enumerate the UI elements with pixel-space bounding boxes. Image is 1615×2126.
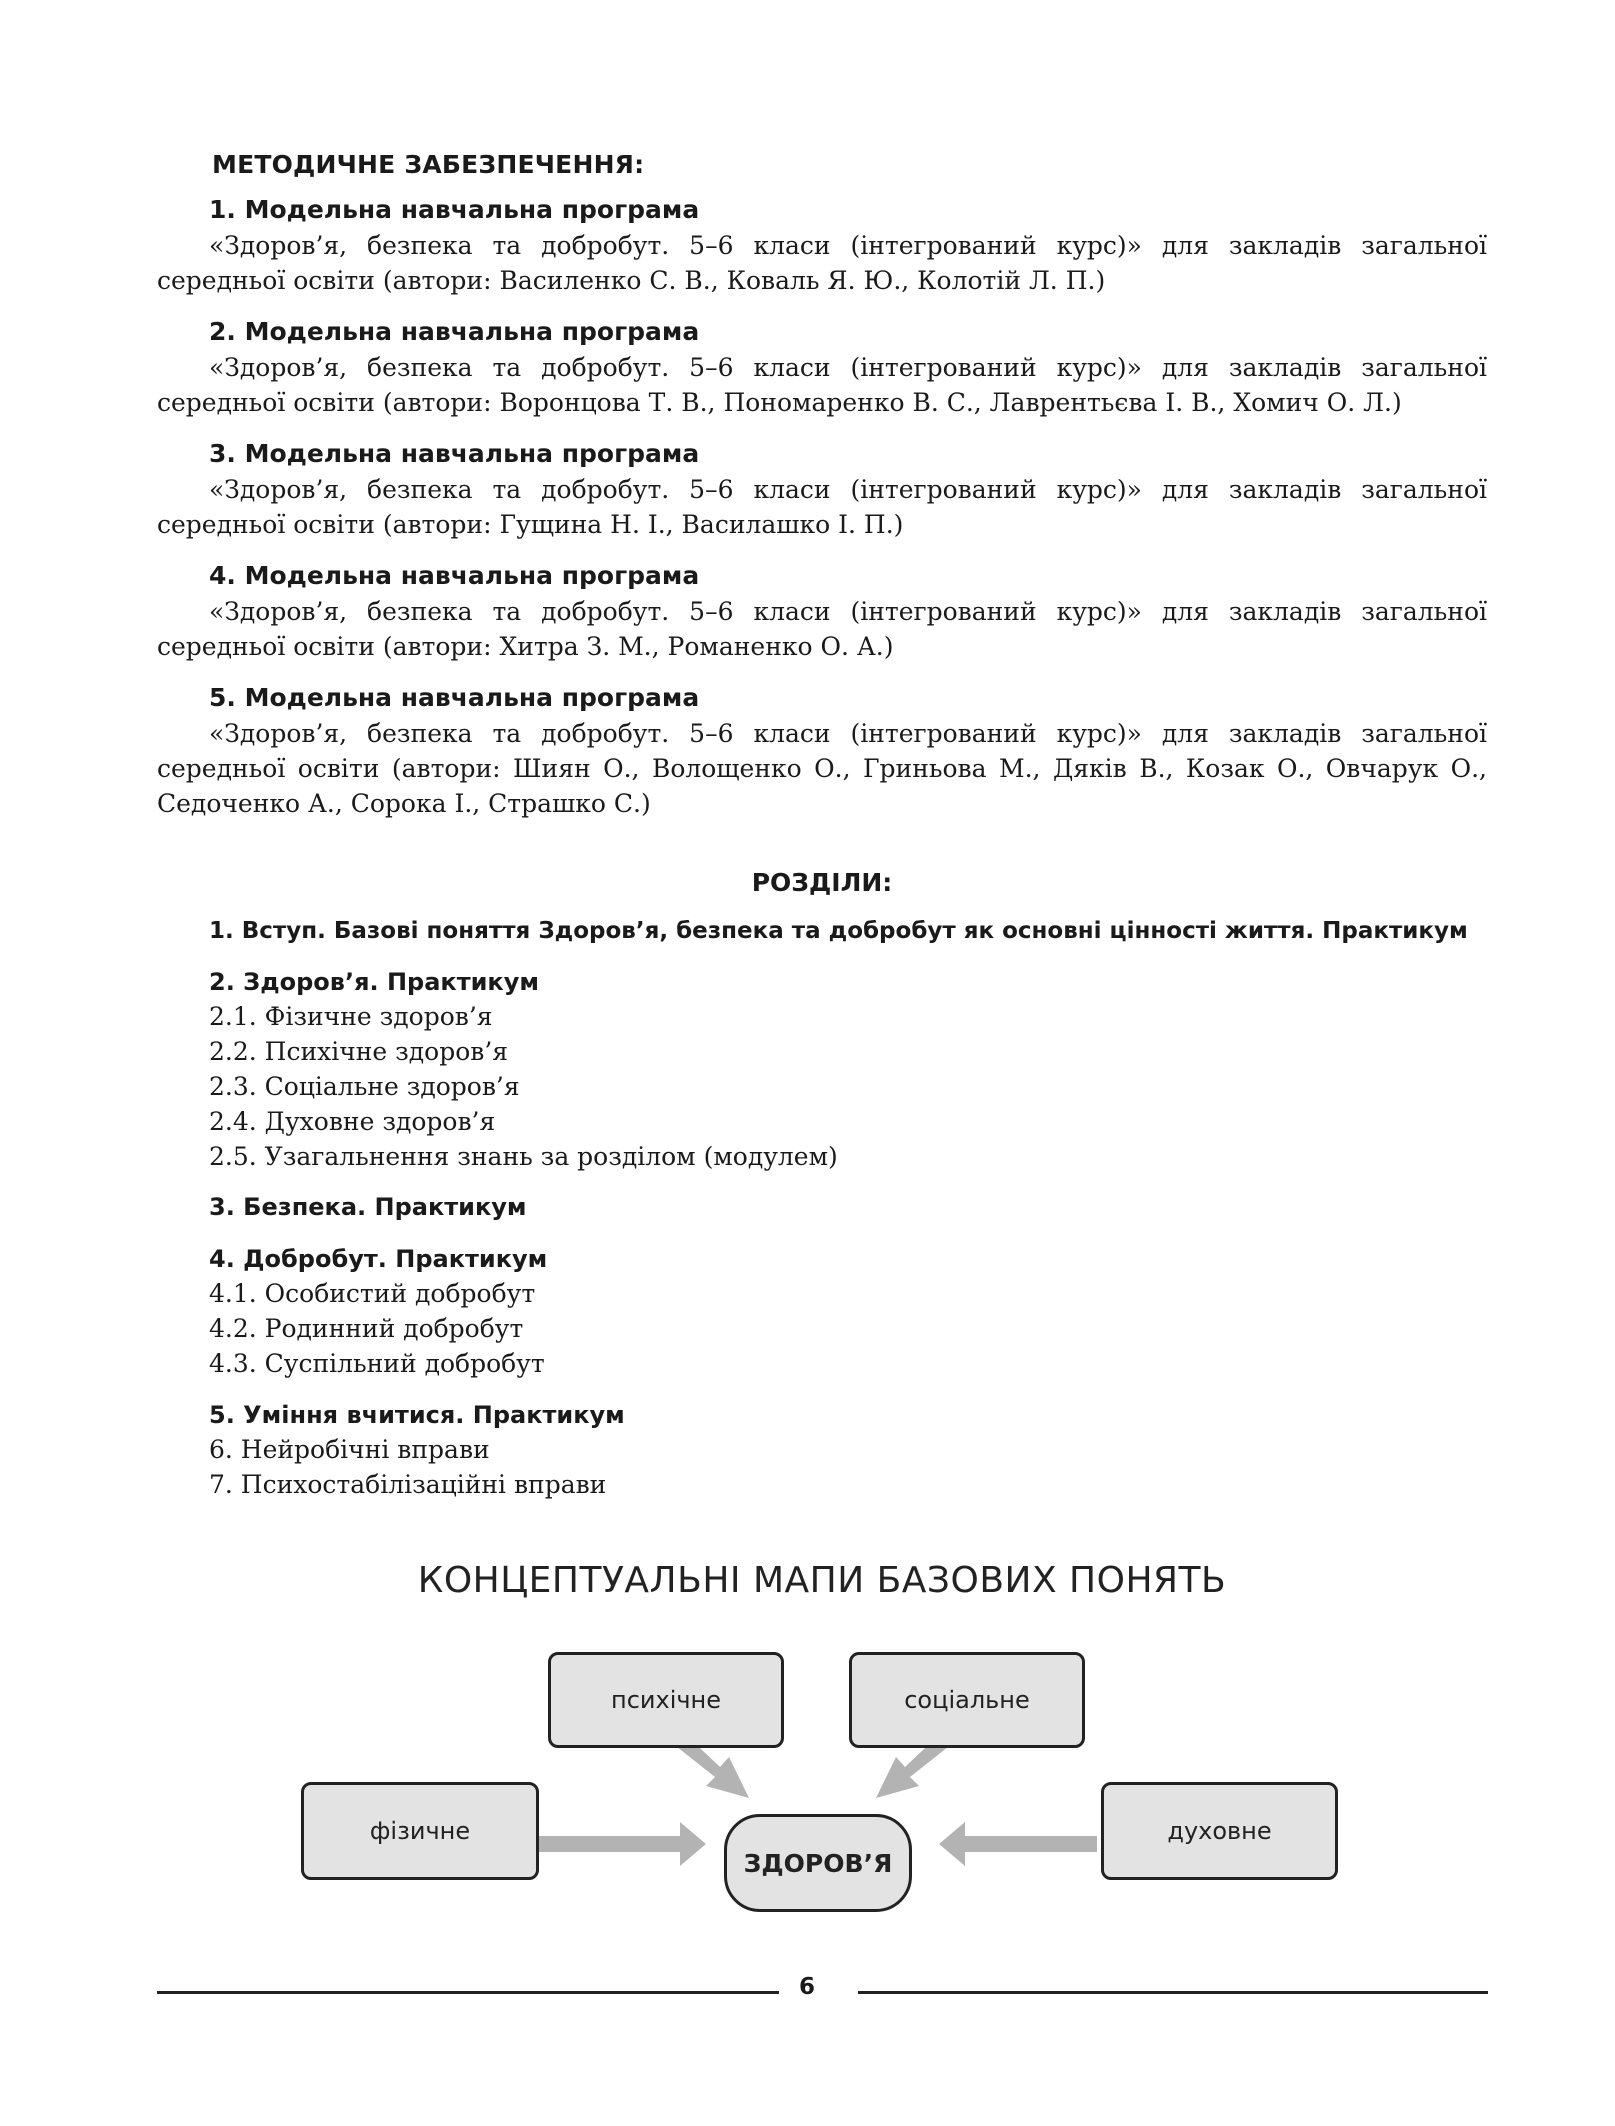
- page-number: 6: [798, 1974, 815, 2000]
- list-item: 4.2. Родинний добробут: [209, 1314, 524, 1343]
- program-5: [157, 680, 1487, 821]
- section-title: 2. Здоров’я. Практикум: [209, 968, 539, 996]
- node-physical: [301, 1782, 539, 1880]
- footer-rule-left: [157, 1991, 779, 1994]
- program-title: 5. Модельна навчальна програма: [209, 683, 700, 712]
- list-item: 4.3. Суспільний добробут: [209, 1349, 545, 1378]
- arrow-physical-to-center: [532, 1822, 706, 1866]
- arrow-spiritual-to-center: [939, 1822, 1097, 1866]
- node-social: [849, 1652, 1085, 1748]
- program-2: [157, 314, 1487, 420]
- program-text: «Здоров’я, безпека та добробут. 5–6 класи (інтегрований курс)» для закладів загальної середньої освіти (автори: Воронцова Т. В., Пономаренко В. С., Лаврентьєва І. В., Хомич О. Л.): [157, 353, 1487, 417]
- section-title: 1. Вступ. Базові поняття Здоров’я, безпека та добробут як основні цінності життя. Практикум: [209, 918, 1468, 944]
- section-3: [209, 1190, 1499, 1224]
- node-psychic: [548, 1652, 784, 1748]
- section-5: [209, 1398, 1499, 1502]
- program-title: 3. Модельна навчальна програма: [209, 439, 700, 468]
- node-label: духовне: [1167, 1817, 1272, 1845]
- section-2: [209, 965, 1499, 1174]
- node-label: соціальне: [904, 1686, 1030, 1714]
- program-1: [157, 192, 1487, 298]
- section-1: [209, 914, 1499, 948]
- list-item: 2.4. Духовне здоров’я: [209, 1107, 496, 1136]
- methodical-support-heading: МЕТОДИЧНЕ ЗАБЕЗПЕЧЕННЯ:: [212, 150, 645, 179]
- node-center-health: [724, 1814, 912, 1912]
- section-title: 4. Добробут. Практикум: [209, 1245, 548, 1273]
- section-title: 3. Безпека. Практикум: [209, 1193, 527, 1221]
- section-title: 5. Уміння вчитися. Практикум: [209, 1401, 625, 1429]
- program-3: [157, 436, 1487, 542]
- concept-map-title: КОНЦЕПТУАЛЬНІ МАПИ БАЗОВИХ ПОНЯТЬ: [417, 1560, 1227, 1601]
- list-item: 2.2. Психічне здоров’я: [209, 1037, 509, 1066]
- program-title: 1. Модельна навчальна програма: [209, 195, 700, 224]
- list-item: 2.3. Соціальне здоров’я: [209, 1072, 520, 1101]
- program-text: «Здоров’я, безпека та добробут. 5–6 класи (інтегрований курс)» для закладів загальної середньої освіти (автори: Шиян О., Волощенко О., Гриньова М., Дяків В., Козак О., Овчарук О., Седоченко А., Сорока І., Страшко С.): [157, 719, 1487, 818]
- footer-rule-right: [858, 1991, 1488, 1994]
- program-4: [157, 558, 1487, 664]
- node-spiritual: [1101, 1782, 1338, 1880]
- program-text: «Здоров’я, безпека та добробут. 5–6 класи (інтегрований курс)» для закладів загальної середньої освіти (автори: Василенко С. В., Коваль Я. Ю., Колотій Л. П.): [157, 231, 1487, 295]
- list-item: 2.1. Фізичне здоров’я: [209, 1002, 493, 1031]
- program-text: «Здоров’я, безпека та добробут. 5–6 класи (інтегрований курс)» для закладів загальної середньої освіти (автори: Хитра З. М., Романенко О. А.): [157, 597, 1487, 661]
- program-title: 2. Модельна навчальна програма: [209, 317, 700, 346]
- section-4: [209, 1242, 1499, 1381]
- list-item: 4.1. Особистий добробут: [209, 1279, 536, 1308]
- program-text: «Здоров’я, безпека та добробут. 5–6 класи (інтегрований курс)» для закладів загальної середньої освіти (автори: Гущина Н. І., Василашко І. П.): [157, 475, 1487, 539]
- list-item: 2.5. Узагальнення знань за розділом (модулем): [209, 1142, 838, 1171]
- program-title: 4. Модельна навчальна програма: [209, 561, 700, 590]
- node-label: психічне: [611, 1686, 721, 1714]
- sections-heading: РОЗДІЛИ:: [751, 868, 893, 897]
- node-label: фізичне: [369, 1817, 471, 1845]
- list-item: 6. Нейробічні вправи: [209, 1435, 490, 1464]
- list-item: 7. Психостабілізаційні вправи: [209, 1470, 607, 1499]
- node-label: ЗДОРОВ’Я: [743, 1848, 893, 1878]
